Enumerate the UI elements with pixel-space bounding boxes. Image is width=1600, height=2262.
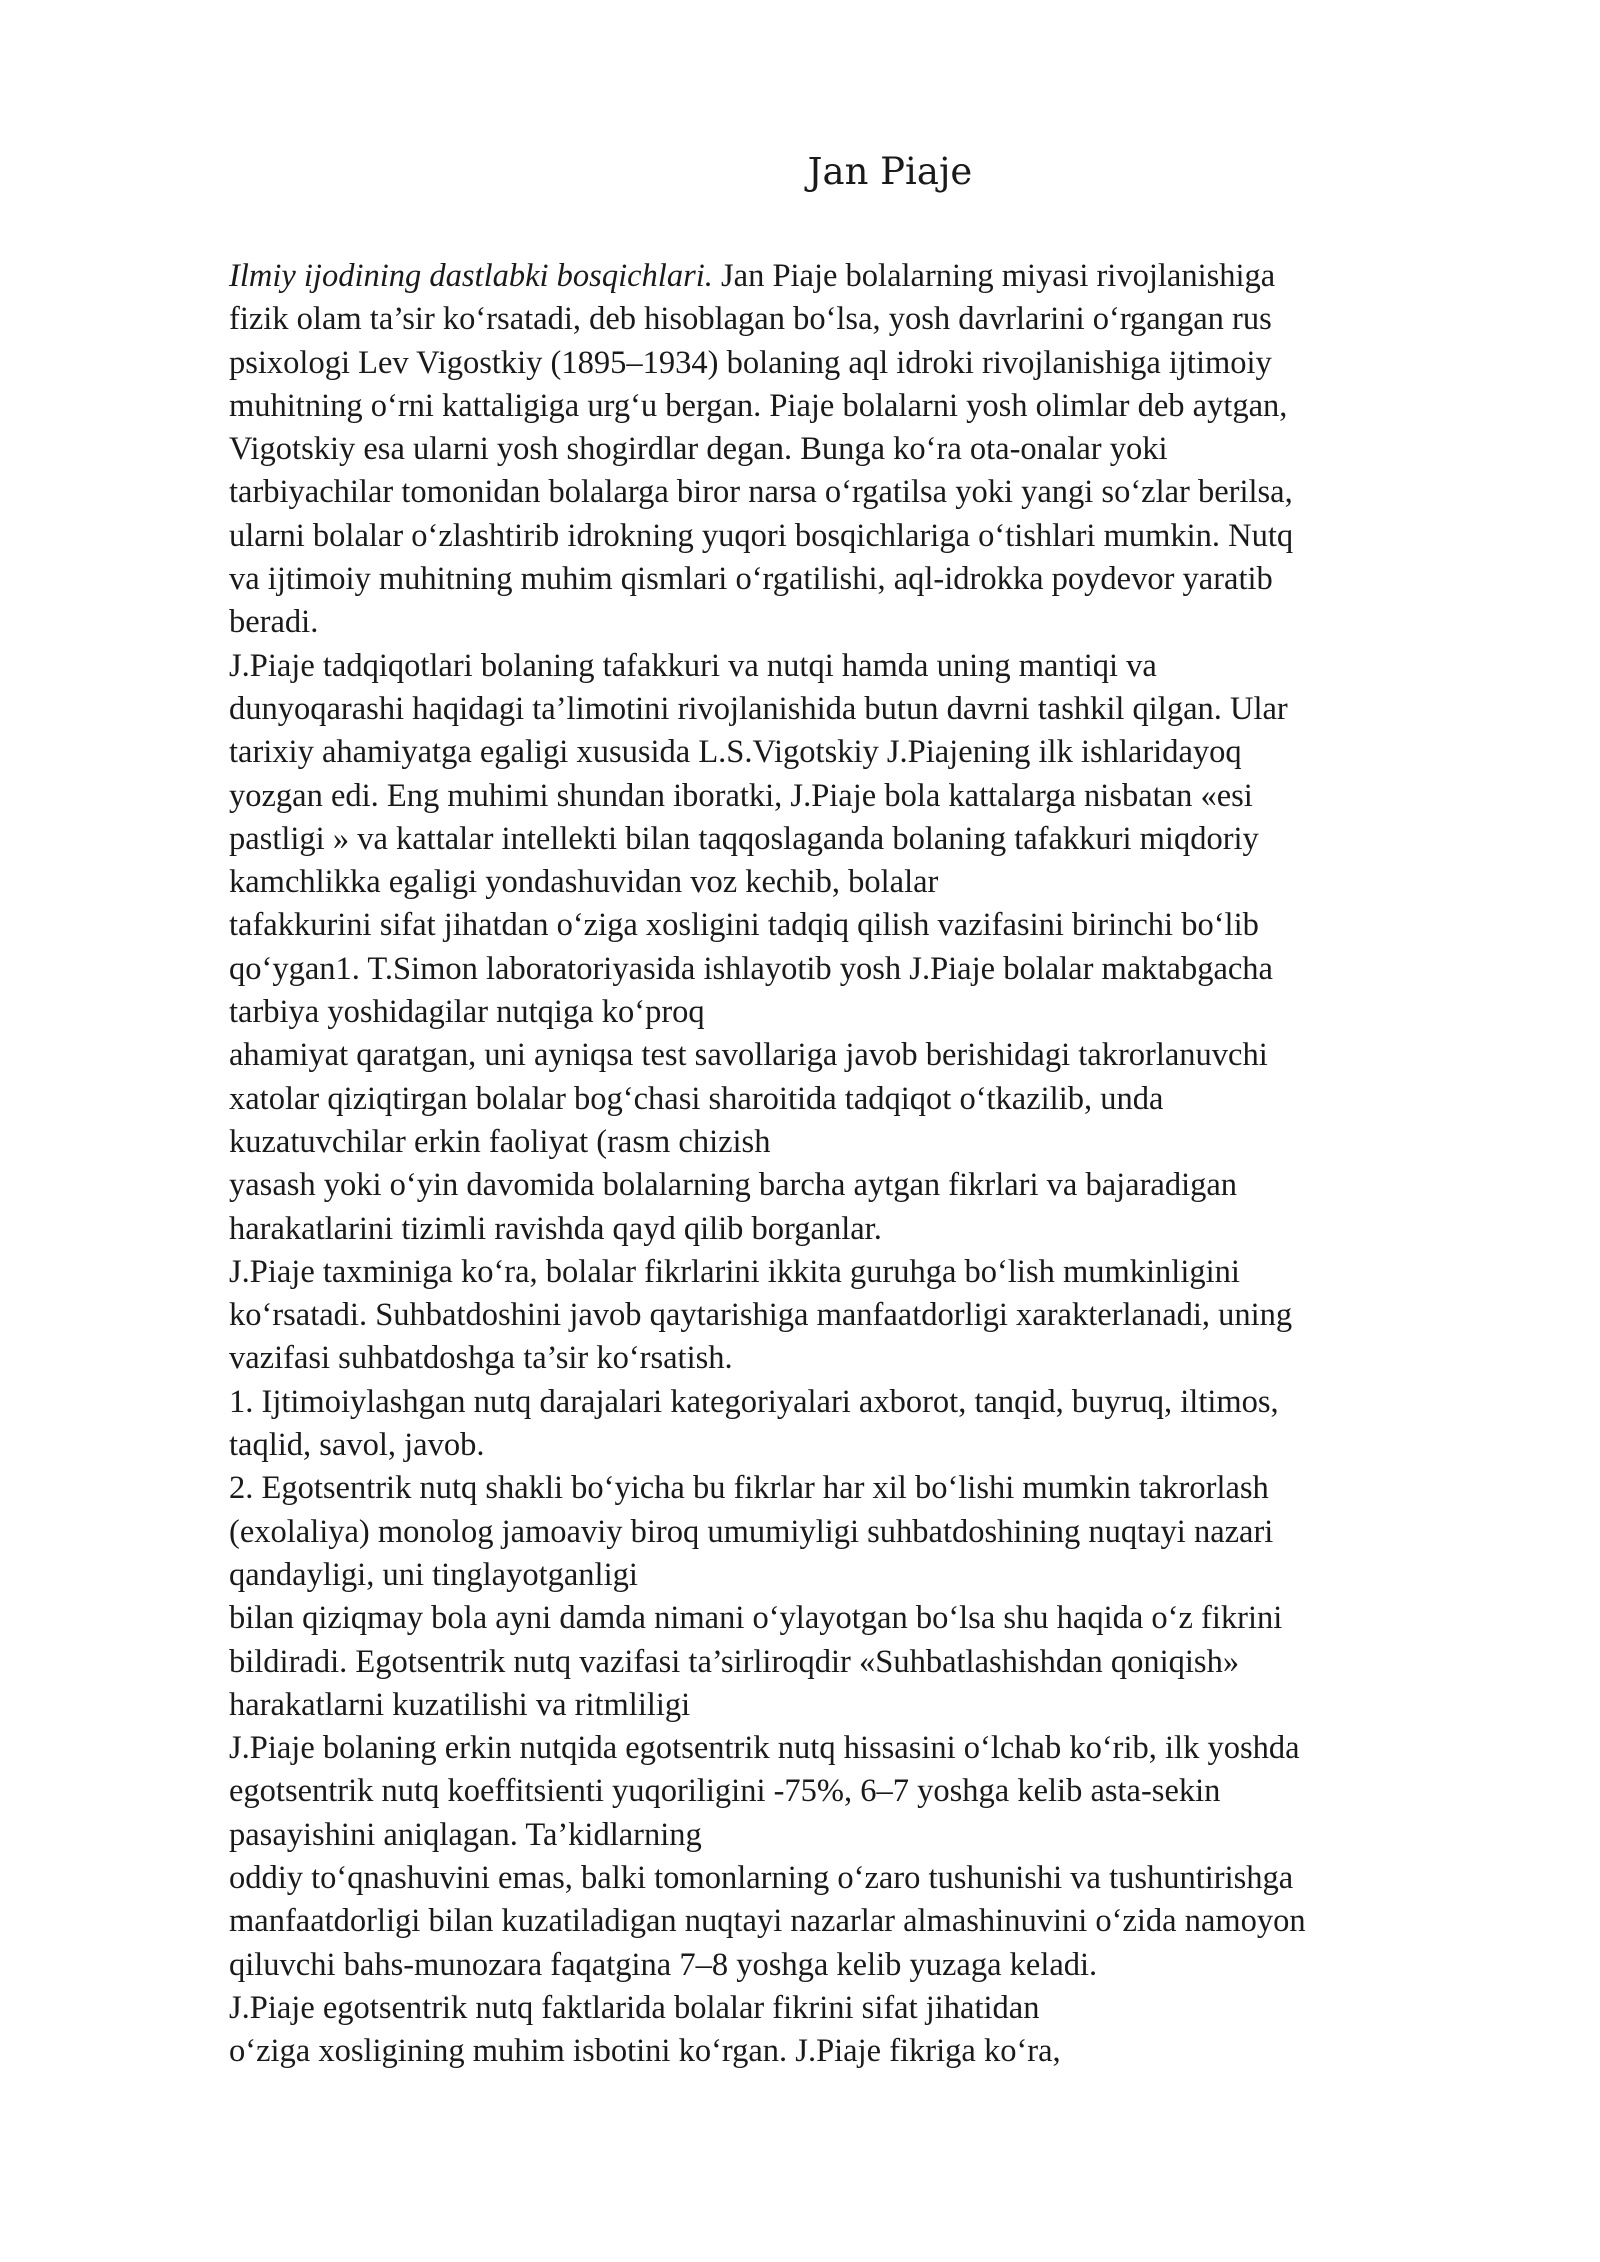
text-line: bildiradi. Egotsentrik nutq vazifasi ta’sirliroqdir «Suhbatlashishdan qoniqish» — [229, 1643, 1240, 1680]
text-line: psixologi Lev Vigostkiy (1895–1934) bolaning aql idroki rivojlanishiga ijtimoiy — [229, 344, 1272, 381]
text-line: pastligi » va kattalar intellekti bilan taqqoslaganda bolaning tafakkuri miqdoriy — [229, 820, 1259, 857]
text-line: muhitning o‘rni kattaligiga urg‘u bergan. Piaje bolalarni yosh olimlar deb aytgan, — [229, 387, 1288, 424]
text-line: vazifasi suhbatdoshga ta’sir ko‘rsatish. — [229, 1340, 733, 1377]
text-line: tarixiy ahamiyatga egaligi xususida L.S.Vigotskiy J.Piajening ilk ishlaridayoq — [229, 734, 1242, 771]
text-line: o‘ziga xosligining muhim isbotini ko‘rgan. J.Piaje fikriga ko‘ra, — [229, 2033, 1061, 2070]
text-line: J.Piaje bolaning erkin nutqida egotsentrik nutq hissasini o‘lchab ko‘rib, ilk yoshda — [229, 1730, 1300, 1767]
text-line: fizik olam ta’sir ko‘rsatadi, deb hisoblagan bo‘lsa, yosh davrlarini o‘rgangan rus — [229, 301, 1272, 338]
text-line: egotsentrik nutq koeffitsienti yuqoriligini -75%, 6–7 yoshga kelib asta-sekin — [229, 1773, 1221, 1810]
text-line: manfaatdorligi bilan kuzatiladigan nuqtayi nazarlar almashinuvini o‘zida namoyon — [229, 1903, 1306, 1940]
text-line: tarbiya yoshidagilar nutqiga ko‘proq — [229, 994, 705, 1031]
text-line: qiluvchi bahs-munozara faqatgina 7–8 yoshga kelib yuzaga keladi. — [229, 1946, 1098, 1983]
text-line: (exolaliya) monolog jamoaviy biroq umumiyligi suhbatdoshining nuqtayi nazari — [229, 1513, 1274, 1550]
text-line: va ijtimoiy muhitning muhim qismlari o‘rgatilishi, aql-idrokka poydevor yaratib — [229, 561, 1273, 598]
text-line: bilan qiziqmay bola ayni damda nimani o‘ylayotgan bo‘lsa shu haqida o‘z fikrini — [229, 1600, 1283, 1637]
section-lead: Ilmiy ijodining dastlabki bosqichlari. — [229, 258, 713, 294]
text-line: kuzatuvchilar erkin faoliyat (rasm chizish — [229, 1123, 771, 1160]
text-line: taqlid, savol, javob. — [229, 1427, 485, 1464]
text-line-content: Jan Piaje bolalarning miyasi rivojlanishiga — [712, 258, 1276, 294]
text-line: J.Piaje taxminiga ko‘ra, bolalar fikrlarini ikkita guruhga bo‘lish mumkinligini — [229, 1253, 1240, 1290]
text-line: ahamiyat qaratgan, uni ayniqsa test savollariga javob berishidagi takrorlanuvchi — [229, 1037, 1268, 1074]
text-line: kamchlikka egaligi yondashuvidan voz kechib, bolalar — [229, 864, 939, 901]
text-line: harakatlarni kuzatilishi va ritmliligi — [229, 1686, 691, 1723]
text-line: xatolar qiziqtirgan bolalar bog‘chasi sharoitida tadqiqot o‘tkazilib, unda — [229, 1080, 1164, 1117]
text-line: J.Piaje egotsentrik nutq faktlarida bolalar fikrini sifat jihatidan — [229, 1989, 1040, 2026]
text-line: 2. Egotsentrik nutq shakli bo‘yicha bu fikrlar har xil bo‘lishi mumkin takrorlash — [229, 1470, 1269, 1507]
text-line: yasash yoki o‘yin davomida bolalarning barcha aytgan fikrlari va bajaradigan — [229, 1167, 1238, 1204]
text-line: ko‘rsatadi. Suhbatdoshini javob qaytarishiga manfaatdorligi xarakterlanadi, uning — [229, 1297, 1293, 1334]
text-line: oddiy to‘qnashuvini emas, balki tomonlarning o‘zaro tushunishi va tushuntirishga — [229, 1859, 1294, 1896]
text-line: J.Piaje tadqiqotlari bolaning tafakkuri va nutqi hamda uning mantiqi va — [229, 647, 1157, 684]
text-line — [229, 255, 1489, 298]
text-line: beradi. — [229, 604, 319, 641]
document-body — [229, 255, 1489, 2073]
text-line: qandayligi, uni tinglayotganligi — [229, 1556, 638, 1593]
text-line: ularni bolalar o‘zlashtirib idrokning yuqori bosqichlariga o‘tishlari mumkin. Nutq — [229, 517, 1294, 554]
text-line: tafakkurini sifat jihatdan o‘ziga xosligini tadqiq qilish vazifasini birinchi bo‘lib — [229, 907, 1259, 944]
text-line: 1. Ijtimoiylashgan nutq darajalari kategoriyalari axborot, tanqid, buyruq, iltimos, — [229, 1383, 1279, 1420]
text-line: qo‘ygan1. T.Simon laboratoriyasida ishlayotib yosh J.Piaje bolalar maktabgacha — [229, 950, 1273, 987]
text-line: yozgan edi. Eng muhimi shundan iboratki, J.Piaje bola kattalarga nisbatan «esi — [229, 777, 1253, 814]
text-line: Vigotskiy esa ularni yosh shogirdlar degan. Bunga ko‘ra ota-onalar yoki — [229, 431, 1168, 468]
page-title: Jan Piaje — [807, 150, 973, 193]
text-line: tarbiyachilar tomonidan bolalarga biror narsa o‘rgatilsa yoki yangi so‘zlar berilsa, — [229, 474, 1293, 511]
text-line: dunyoqarashi haqidagi ta’limotini rivojlanishida butun davrni tashkil qilgan. Ular — [229, 690, 1288, 727]
text-line: harakatlarini tizimli ravishda qayd qilib borganlar. — [229, 1210, 882, 1247]
text-line: pasayishini aniqlagan. Ta’kidlarning — [229, 1816, 702, 1853]
